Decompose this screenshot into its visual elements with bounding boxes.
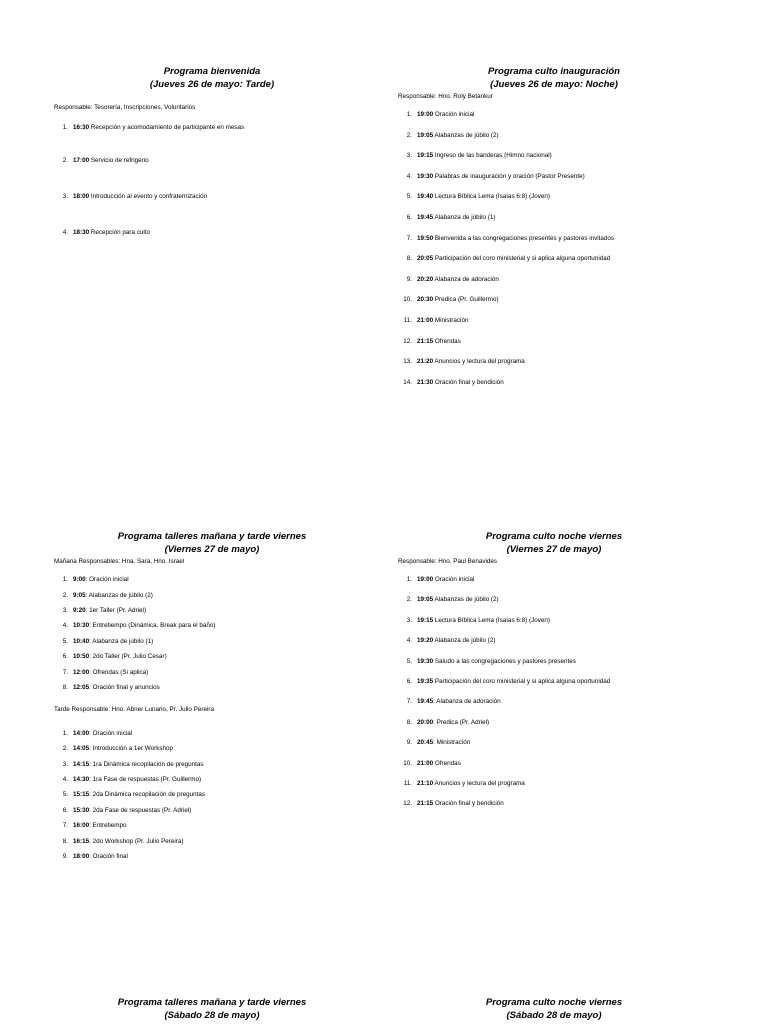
item-description: Predica (Pr. Guillermo) — [433, 296, 499, 304]
item-number: 1. — [62, 124, 68, 131]
item-time: 19:05 — [417, 131, 434, 139]
item-number: 8. — [62, 838, 68, 845]
item-description: : Alabanza de júbilo (1) — [89, 638, 154, 645]
item-time: 21:10 — [417, 780, 434, 787]
item-number: 4. — [62, 776, 68, 783]
item-number: 6. — [62, 653, 68, 660]
item-number: 11. — [403, 317, 412, 324]
item-number: 4. — [406, 172, 412, 180]
item-number: 2. — [62, 157, 68, 164]
section-title-culto-sabado: Programa culto noche viernes — [485, 997, 623, 1008]
section-title-talleres-sabado: Programa talleres mañana y tarde viernes — [117, 997, 307, 1008]
item-time: 14:30 — [73, 776, 90, 783]
list-item — [390, 617, 550, 625]
item-number: 6. — [62, 807, 68, 814]
item-number: 4. — [406, 637, 412, 645]
item-number: 11. — [403, 780, 412, 787]
item-number: 13. — [403, 358, 412, 366]
item-number: 8. — [406, 255, 412, 263]
item-time: 19:40 — [417, 193, 434, 201]
item-number: 3. — [62, 607, 68, 614]
item-number: 5. — [62, 791, 68, 798]
item-time: 12:00 — [73, 669, 90, 676]
item-description: : Oración final y anuncios — [89, 684, 160, 691]
item-time: 16:30 — [73, 124, 90, 131]
item-description: : Introducción a 1er Workshop — [89, 745, 173, 752]
list-item — [390, 637, 495, 645]
item-description: Servicio de refrigerio — [89, 157, 149, 164]
item-description: Ofrendas — [433, 337, 461, 345]
item-number: 2. — [406, 596, 412, 604]
item-description: Alabanzas de júbilo (2) — [433, 131, 499, 139]
item-time: 21:20 — [417, 358, 434, 366]
item-description: : Oración final — [89, 853, 128, 860]
item-description: Palabras de inauguración y oración (Pastor Presente) — [433, 172, 585, 180]
item-time: 19:15 — [417, 152, 434, 160]
item-description: Lectura Bíblica Lema (Isaías 6:8) (Joven) — [433, 616, 551, 624]
item-description: : Oración inicial — [85, 576, 129, 583]
item-number: 1. — [406, 576, 412, 583]
item-number: 1. — [62, 730, 68, 737]
item-number: 5. — [406, 193, 412, 201]
item-description: Alabanza de júbilo (1) — [433, 214, 496, 221]
item-description: Participación del coro ministerial y si aplica alguna oportunidad — [433, 255, 611, 263]
item-time: 19:15 — [417, 616, 434, 624]
list-item — [390, 780, 525, 788]
item-time: 18:30 — [73, 229, 90, 236]
item-time: 21:30 — [417, 378, 434, 386]
item-time: 19:45 — [417, 698, 434, 706]
responsible-afternoon-text: Tarde Responsable: Hno. Abner Lunario, Pr. Julio Pereira — [54, 706, 214, 713]
item-description: Introducción al evento y confraternización — [89, 193, 208, 200]
item-time: 18:00 — [73, 193, 90, 200]
item-description: Anuncios y lectura del programa — [433, 358, 525, 366]
item-description: Participación del coro ministerial y si aplica alguna oportunidad — [433, 678, 611, 685]
item-description: Oración inicial — [433, 576, 475, 583]
item-time: 9:00 — [73, 576, 86, 583]
item-description: : 1er Taller (Pr. Adriel) — [85, 607, 147, 614]
item-time: 9:20 — [73, 607, 86, 614]
item-number: 7. — [62, 669, 68, 676]
section-title: Programa culto noche viernes — [485, 531, 623, 542]
item-time: 21:15 — [417, 337, 434, 345]
item-description: Alabanza de júbilo (2) — [433, 637, 496, 645]
item-number: 8. — [406, 718, 412, 726]
item-description: : 2da Dinámica recopilación de preguntas — [89, 791, 205, 798]
item-number: 2. — [406, 131, 412, 139]
item-time: 14:15 — [73, 761, 90, 768]
item-time: 10:50 — [73, 653, 90, 660]
item-number: 10. — [403, 759, 412, 767]
item-description: : Ministración — [433, 739, 471, 747]
section-title: Programa culto inauguración — [488, 66, 620, 77]
item-number: 10. — [403, 296, 412, 304]
item-time: 16:00 — [73, 822, 90, 829]
item-description: : 2do Taller (Pr. Julio Cesar) — [89, 653, 167, 660]
item-number: 9. — [62, 853, 68, 860]
responsible-morning-text: Mañana Responsables: Hna. Sara, Hno. Israel — [54, 558, 185, 565]
item-description: : Alabanzas de júbilo (2) — [85, 592, 153, 599]
item-description: Ministración — [433, 317, 469, 324]
item-description: : 2da Fase de respuestas (Pr. Adriel) — [89, 807, 192, 814]
item-number: 7. — [406, 698, 412, 706]
item-time: 21:00 — [417, 759, 434, 767]
item-description: Oración final y bendición — [433, 378, 504, 386]
item-description: Lectura Bíblica Lema (Isaías 6:8) (Joven) — [433, 193, 551, 201]
item-time: 14:00 — [73, 730, 90, 737]
list-item — [390, 576, 474, 584]
section-subtitle-culto-sabado: (Sábado 28 de mayo) — [506, 1010, 602, 1021]
responsible-text: Responsable: Hno. Paul Benavides — [398, 558, 498, 565]
list-item — [390, 698, 501, 706]
item-description: : 2do Workshop (Pr. Julio Pereira) — [89, 838, 184, 845]
item-time: 19:50 — [417, 234, 434, 242]
item-description: Recepción para culto — [89, 229, 151, 236]
item-time: 20:45 — [417, 739, 434, 747]
item-description: Ofrendas — [433, 759, 461, 767]
section-subtitle: (Jueves 26 de mayo: Tarde) — [149, 79, 275, 90]
item-time: 10:30 — [73, 622, 90, 629]
item-number: 12. — [403, 800, 412, 808]
item-number: 8. — [62, 684, 68, 691]
item-number: 6. — [406, 214, 412, 221]
item-number: 14. — [403, 378, 412, 386]
item-time: 9:05 — [73, 592, 86, 599]
item-number: 12. — [403, 337, 412, 345]
item-time: 15:15 — [73, 791, 90, 798]
item-description: : 1ra Dinámica recopilación de preguntas — [89, 761, 204, 768]
item-description: : Alabanza de adoración — [433, 698, 501, 706]
item-number: 2. — [62, 592, 68, 599]
item-time: 10:40 — [73, 638, 90, 645]
item-description: : Entretiempo — [89, 822, 127, 829]
item-description: Alabanza de adoración — [433, 275, 499, 283]
item-description: Bienvenida a las congregaciones presentes y pastores invitados — [433, 234, 615, 242]
item-time: 12:05 — [73, 684, 90, 691]
item-description: Saludo a las congregaciones y pastores presentes — [433, 657, 576, 665]
item-time: 17:00 — [73, 157, 90, 164]
item-description: : Predica (Pr. Adriel) — [433, 718, 490, 726]
item-time: 20:30 — [417, 296, 434, 304]
list-item — [390, 596, 499, 604]
item-time: 19:30 — [417, 657, 434, 665]
item-description: Recepción y acomodamiento de participante en mesas — [89, 124, 245, 131]
item-description: Alabanzas de júbilo (2) — [433, 596, 499, 604]
item-description: : Ofrendas (Si aplica) — [89, 669, 149, 676]
item-number: 5. — [62, 638, 68, 645]
item-number: 1. — [62, 576, 68, 583]
item-time: 15:30 — [73, 807, 90, 814]
section-subtitle: (Viernes 27 de mayo) — [506, 544, 602, 555]
item-description: : Oración inicial — [89, 730, 133, 737]
item-time: 18:00 — [73, 853, 90, 860]
item-number: 6. — [406, 678, 412, 685]
item-description: Oración final y bendición — [433, 800, 504, 808]
item-time: 19:05 — [417, 596, 434, 604]
list-item — [390, 678, 610, 686]
item-description: : Entretiempo (Dinámica, Break para el baño) — [89, 622, 216, 629]
item-time: 21:15 — [417, 800, 434, 808]
item-number: 7. — [406, 234, 412, 242]
section-subtitle: (Viernes 27 de mayo) — [164, 544, 260, 555]
list-item — [390, 760, 461, 768]
item-time: 14:05 — [73, 745, 90, 752]
item-number: 4. — [62, 622, 68, 629]
item-number: 9. — [406, 275, 412, 283]
item-time: 21:00 — [417, 317, 434, 324]
responsible-text: Responsable: Hno. Roly Betankur — [398, 93, 493, 100]
section-subtitle: (Jueves 26 de mayo: Noche) — [490, 79, 618, 90]
responsible-text: Responsable: Tesorería, Inscripciones, Voluntarios — [54, 104, 196, 111]
item-description: Ingreso de las banderas (Himno nacional) — [433, 152, 552, 160]
item-time: 20:20 — [417, 275, 434, 283]
section-title: Programa talleres mañana y tarde viernes — [117, 531, 307, 542]
item-number: 3. — [62, 193, 68, 200]
item-time: 20:05 — [417, 255, 434, 263]
list-item — [390, 658, 576, 666]
item-number: 1. — [406, 111, 412, 118]
section-subtitle-talleres-sabado: (Sábado 28 de mayo) — [164, 1010, 260, 1021]
item-number: 9. — [406, 739, 412, 747]
item-number: 7. — [62, 822, 68, 829]
section-title: Programa bienvenida — [163, 66, 261, 77]
item-time: 19:00 — [417, 111, 434, 118]
list-item — [390, 719, 489, 727]
item-number: 3. — [406, 152, 412, 160]
item-description: : 1ra Fase de respuestas (Pr. Guillermo) — [89, 776, 202, 783]
item-description: Anuncios y lectura del programa — [433, 780, 525, 787]
item-number: 3. — [62, 761, 68, 768]
item-description: Oración inicial — [433, 111, 475, 118]
item-time: 16:15 — [73, 838, 90, 845]
item-time: 19:45 — [417, 214, 434, 221]
list-item — [390, 739, 470, 747]
item-number: 2. — [62, 745, 68, 752]
list-item — [390, 800, 504, 808]
item-time: 19:35 — [417, 678, 434, 685]
item-time: 19:30 — [417, 172, 434, 180]
item-number: 3. — [406, 616, 412, 624]
item-time: 19:00 — [417, 576, 434, 583]
item-time: 20:00 — [417, 718, 434, 726]
item-number: 5. — [406, 657, 412, 665]
item-number: 4. — [62, 229, 68, 236]
item-time: 19:20 — [417, 637, 434, 645]
